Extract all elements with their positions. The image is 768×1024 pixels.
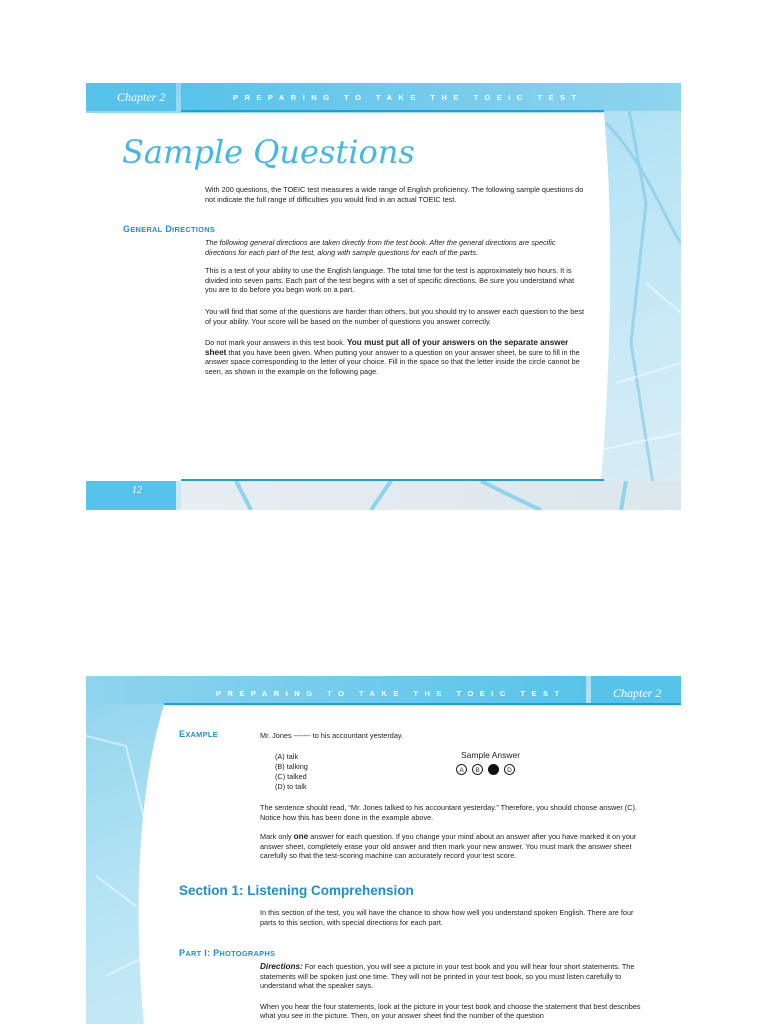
example-question: Mr. Jones ------- to his accountant yesterday. bbox=[260, 731, 404, 740]
option-c: (C) talked bbox=[275, 772, 307, 781]
part1-b: ART bbox=[185, 949, 202, 958]
gd-rest-1: ENERAL bbox=[130, 225, 163, 234]
gd-letter-1: G bbox=[123, 224, 131, 234]
page-number: 12 bbox=[132, 485, 142, 496]
chapter-tab bbox=[591, 676, 681, 704]
page-title: Sample Questions bbox=[122, 133, 415, 171]
mark-end: answer for each question. If you change your mind about an answer after you have marked it on your answer sheet, completely erase your old answer and then mark your new answer. You must mark the answer sheet carefully so that the test-scoring machine can accurately record your test score. bbox=[260, 832, 637, 861]
mark-start: Mark only bbox=[260, 832, 294, 842]
gd-rest-2: IRECTIONS bbox=[172, 225, 216, 234]
part1-a: P bbox=[179, 948, 186, 958]
intro-paragraph: With 200 questions, the TOEIC test measures a wide range of English proficiency. The following sample questions do not indicate the full range of difficulties you would find in an actual TOEIC test. bbox=[205, 185, 584, 204]
part1-heading bbox=[179, 948, 275, 958]
running-head-bar bbox=[181, 83, 681, 111]
para3-emphasis: You must put all of your answers on the separate answer sheet bbox=[205, 338, 569, 357]
running-head-bar bbox=[86, 676, 586, 704]
mark-emphasis: one bbox=[293, 832, 309, 842]
running-head: PREPARING TO TAKE THE TOEIC TEST bbox=[233, 93, 583, 102]
chapter-label: Chapter 2 bbox=[117, 90, 166, 104]
general-directions-heading bbox=[123, 224, 215, 234]
answer-circle-a: A bbox=[456, 764, 467, 775]
example-heading bbox=[179, 729, 218, 739]
example-letter: E bbox=[179, 729, 186, 739]
explanation-paragraph: The sentence should read, “Mr. Jones talked to his accountant yesterday.” Therefore, you should choose answer (C). Notice how this has been done in the example above. bbox=[260, 803, 637, 822]
answer-options bbox=[275, 752, 308, 792]
paragraph-2: You will find that some of the questions are harder than others, but you should try to answer each question to the best of your ability. Your score will be based on the number of questions you answer correctly. bbox=[205, 306, 584, 326]
part1-d: HOTOGRAPHS bbox=[219, 949, 276, 958]
gd-letter-2: D bbox=[165, 224, 173, 234]
para3-start: Do not mark your answers in this test book. bbox=[205, 338, 347, 348]
chapter-tab bbox=[86, 83, 176, 111]
header-rule bbox=[181, 110, 604, 112]
section-intro: In this section of the test, you will have the chance to show how well you understand spoken English. There are four parts to this section, with special directions for each part. bbox=[260, 908, 634, 927]
intro-text bbox=[205, 185, 585, 213]
page-13 bbox=[86, 676, 681, 1024]
option-b: (B) talking bbox=[275, 762, 308, 771]
answer-circle-b: B bbox=[472, 764, 483, 775]
last-paragraph: When you hear the four statements, look at the picture in your test book and choose the statement that best describes what you see in the picture. Then, on your answer sheet find the number of the question bbox=[260, 1001, 641, 1021]
answer-circle-c-filled bbox=[488, 764, 499, 775]
footer-texture bbox=[181, 481, 681, 510]
chapter-label: Chapter 2 bbox=[613, 686, 662, 700]
directions-text: For each question, you will see a picture in your test book and you will hear four short statements. The statements will be spoken just one time. They will not be printed in your test book, so you must listen carefully to understand what the speaker says. bbox=[260, 962, 635, 991]
option-d: (D) to talk bbox=[275, 782, 307, 791]
footer-band bbox=[181, 481, 681, 510]
directions-label: Directions: bbox=[260, 962, 303, 971]
sample-answer-label: Sample Answer bbox=[461, 750, 521, 760]
mark-instructions bbox=[260, 832, 642, 861]
section-heading: Section 1: Listening Comprehension bbox=[179, 883, 414, 898]
paragraph-3 bbox=[205, 338, 585, 376]
option-a: (A) talk bbox=[275, 752, 299, 761]
directions-paragraph bbox=[260, 962, 642, 991]
paragraph-1: This is a test of your ability to use the English language. The total time for the test is approximately two hours. It is divided into seven parts. Each part of the test begins with a set of specific directions. Be sure you understand what you are to do before you begin work on a part. bbox=[205, 266, 575, 295]
example-explanation bbox=[260, 803, 642, 870]
directions-body bbox=[205, 238, 585, 386]
answer-circle-d: D bbox=[504, 764, 515, 775]
part1-body bbox=[260, 962, 642, 1024]
sample-answer-circles bbox=[456, 764, 515, 775]
part1-c: I: P bbox=[201, 948, 220, 958]
para3-end: that you have been given. When putting your answer to a question on your answer sheet, be sure to fill in the answer space corresponding to the letter of your choice. Fill in the space so that the letter inside the circle cannot be seen, as shown in the example on the following page. bbox=[205, 347, 580, 376]
running-head: PREPARING TO TAKE THE TOEIC TEST bbox=[216, 689, 566, 698]
example-rest: XAMPLE bbox=[185, 730, 218, 739]
page-12 bbox=[86, 83, 681, 510]
page-number-tab bbox=[86, 481, 176, 510]
italic-note: The following general directions are taken directly from the test book. After the general directions are specific directions for each part of the test, along with sample questions for each of the parts. bbox=[205, 238, 556, 257]
